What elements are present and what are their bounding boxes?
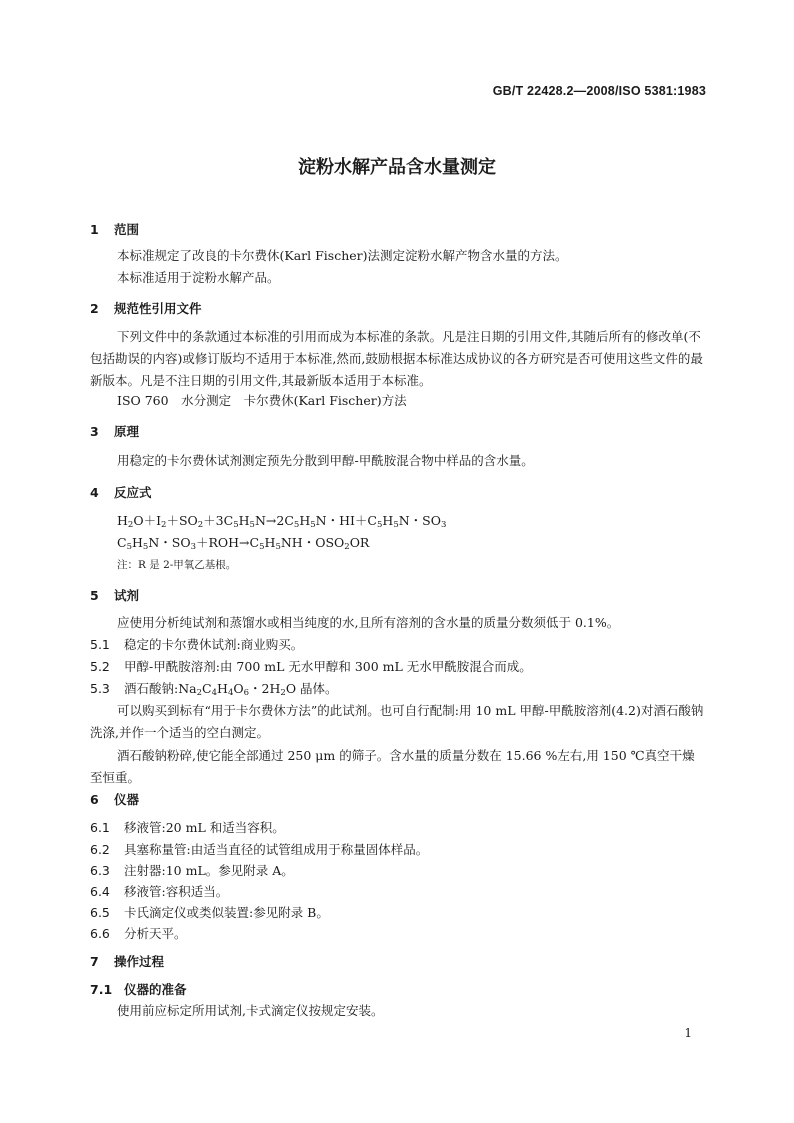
- section-6-heading: [90, 790, 139, 808]
- section-title: 试剂: [114, 588, 140, 603]
- section-title: 规范性引用文件: [114, 301, 202, 316]
- paragraph: 应使用分析纯试剂和蒸馏水或相当纯度的水,且所有溶剂的含水量的质量分数须低于 0.1%。: [117, 615, 620, 630]
- section-1-heading: [90, 220, 139, 238]
- section-number: 5: [90, 588, 99, 603]
- paragraph: 可以购买到标有“用于卡尔费休方法”的此试剂。也可自行配制:用 10 mL 甲醇-甲酰胺溶剂(4.2)对酒石酸钠洗涤,并作一个适当的空白测定。: [90, 703, 704, 740]
- section-number: 3: [90, 424, 99, 439]
- list-item: 5.1 稳定的卡尔费休试剂:商业购买。: [90, 637, 304, 652]
- section-number: 4: [90, 485, 99, 500]
- section-4-heading: [90, 483, 152, 501]
- subsection-number: 7.1: [90, 982, 113, 997]
- list-item: 6.3 注射器:10 mL。参见附录 A。: [90, 863, 294, 878]
- list-item: 5.3 酒石酸钠$:Na_2C_4H_4O_6$・$2H_2O$ 晶体。: [90, 681, 338, 698]
- list-item: 6.1 移液管:20 mL 和适当容积。: [90, 820, 285, 835]
- subsection-title: 仪器的准备: [124, 982, 187, 997]
- section-number: 1: [90, 222, 99, 237]
- subsection-7-1-heading: [90, 980, 187, 998]
- section-number: 6: [90, 792, 99, 807]
- section-title: 原理: [114, 424, 140, 439]
- section-title: 范围: [114, 222, 140, 237]
- section-number: 2: [90, 301, 99, 316]
- section-5-heading: [90, 586, 139, 604]
- page-title: 淀粉水解产品含水量测定: [298, 157, 496, 178]
- section-title: 操作过程: [114, 954, 165, 969]
- paragraph: 本标准规定了改良的卡尔费休(Karl Fischer)法测定淀粉水解产物含水量的方法。: [117, 248, 568, 263]
- section-3-heading: [90, 422, 139, 440]
- page-number: 1: [684, 1026, 692, 1040]
- section-number: 7: [90, 954, 99, 969]
- paragraph: 使用前应标定所用试剂,卡式滴定仪按规定安装。: [117, 1003, 384, 1018]
- section-2-heading: [90, 299, 202, 317]
- list-item: 6.2 具塞称量管:由适当直径的试管组成用于称量固体样品。: [90, 842, 429, 857]
- list-item: 6.5 卡氏滴定仪或类似装置:参见附录 B。: [90, 905, 329, 920]
- reaction-equation-2: $C_5H_5N$・$SO_3+ROH\to C_5H_5NH$・$OSO_2OR$: [117, 535, 370, 552]
- paragraph: 本标准适用于淀粉水解产品。: [117, 270, 280, 285]
- reaction-equation-1: $H_2O+I_2+SO_2+3C_5H_5N\to 2C_5H_5N$・$HI+C_5H_5N$・$SO_3$: [117, 513, 447, 530]
- section-title: 仪器: [114, 792, 140, 807]
- section-title: 反应式: [114, 485, 152, 500]
- paragraph: 下列文件中的条款通过本标准的引用而成为本标准的条款。凡是注日期的引用文件,其随后所有的修改单(不包括勘误的内容)或修订版均不适用于本标准,然而,鼓励根据本标准达成协议的各方研究是否可使用这些文件的最新版本。凡是不注日期的引用文件,其最新版本适用于本标准。: [90, 329, 703, 388]
- list-item: 5.2 甲醇-甲酰胺溶剂:由 700 mL 无水甲醇和 300 mL 无水甲酰胺混合而成。: [90, 659, 532, 674]
- reference-item: ISO 760 水分测定 卡尔费休(Karl Fischer)方法: [117, 393, 407, 408]
- paragraph: 用稳定的卡尔费休试剂测定预先分散到甲醇-甲酰胺混合物中样品的含水量。: [117, 453, 534, 468]
- paragraph: 酒石酸钠粉碎,使它能全部通过 250 μm 的筛子。含水量的质量分数在 15.66 %左右,用 150 ℃真空干燥至恒重。: [90, 748, 695, 785]
- section-7-heading: [90, 952, 164, 970]
- note: 注：R 是 2-甲氧乙基根。: [117, 559, 237, 571]
- list-item: 6.6 分析天平。: [90, 926, 187, 941]
- standard-code: GB/T 22428.2—2008/ISO 5381:1983: [492, 84, 706, 98]
- list-item: 6.4 移液管:容积适当。: [90, 884, 229, 899]
